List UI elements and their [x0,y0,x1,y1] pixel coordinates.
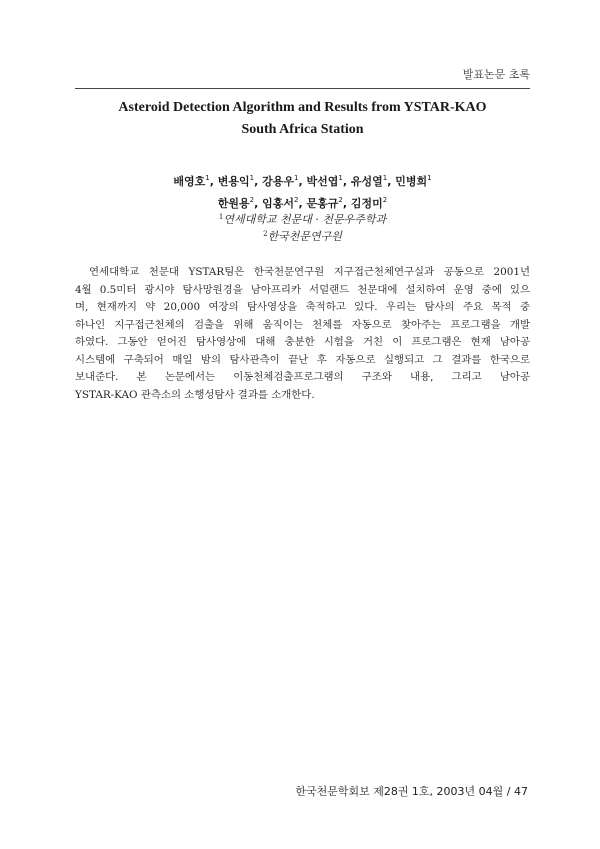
abstract-line: 연세대학교 천문대 YSTAR팀은 한국천문연구원 지구접근천체연구실과 공동으로 2001년 [89,266,530,278]
author-affiliation-mark: 1 [338,174,343,182]
author-name: 임홍서 [262,197,295,210]
author-name: 한원용 [217,197,250,210]
affiliation-1-text: 연세대학교 천문대 · 천문우주학과 [223,213,387,226]
author-name: 박선엽 [306,175,339,188]
author-name: 김정미 [350,197,383,210]
abstract-line: 며, 현재까지 약 20,000 여장의 탐사영상을 축적하고 있다. 우리는 탐사의 주요 목적 중 [75,301,530,313]
abstract-line: 4월 0.5미터 광시야 탐사망원경을 남아프리카 서덜랜드 천문대에 설치하여 운영 중에 있으 [75,283,530,296]
author-affiliation-mark: 1 [294,174,299,182]
author-name: 변용익 [217,175,250,188]
author-name: 강용우 [262,175,295,188]
affiliation-1 [75,211,530,228]
author-name: 배영호 [173,175,206,188]
author-name: 문홍규 [306,197,339,210]
abstract-line: YSTAR-KAO 관측소의 소행성탐사 결과를 소개한다. [75,388,315,401]
page-footer: 한국천문학회보 제28권 1호, 2003년 04월 / 47 [295,785,528,798]
affiliation-2-mark: 2 [263,230,268,238]
abstract [75,264,530,404]
abstract-line: 하나인 지구접근천체의 검출을 위해 움직이는 천체를 자동으로 찾아주는 프로그램을 개발 [75,318,530,331]
header-divider [75,88,530,89]
author-affiliation-mark: 1 [382,174,388,182]
author-affiliation-mark: 2 [382,196,388,204]
abstract-line: 시스템에 구축되어 매일 밤의 탐사관측이 끝난 후 자동으로 실행되고 그 결과를 한국으로 [75,353,530,366]
author-affiliation-mark: 2 [294,196,299,204]
affiliation-1-mark: 1 [218,213,224,221]
author-affiliation-mark: 1 [249,174,255,182]
author-list [75,171,530,215]
paper-title [75,97,530,141]
author-line-2: 한원용$^2$, 임홍서$^2$, 문홍규$^2$, 김정미$^2$ [217,196,388,210]
affiliations [75,211,530,245]
section-label: 발표논문 초록 [462,68,530,81]
author-name: 민병희 [395,175,428,188]
title-line-2: South Africa Station [241,122,364,137]
abstract-line: 하였다. 그동안 얻어진 탐사영상에 대해 충분한 시험을 거친 이 프로그램은 현재 남아공 [75,336,530,348]
author-affiliation-mark: 2 [338,196,343,204]
author-name: 유성열 [350,175,383,188]
affiliation-2-text: 한국천문연구원 [267,230,342,243]
author-line-1: 배영호$^1$, 변용익$^1$, 강용우$^1$, 박선엽$^1$, 유성열$^1$, 민병희$^1$ [173,174,432,188]
abstract-line: 보내준다. 본 논문에서는 이동천체검출프로그램의 구조와 내용, 그리고 남아공 [75,371,530,383]
author-affiliation-mark: 1 [205,174,210,182]
author-affiliation-mark: 1 [427,174,432,182]
author-affiliation-mark: 2 [249,196,255,204]
title-line-1: Asteroid Detection Algorithm and Results from YSTAR-KAO [118,100,487,115]
affiliation-2 [75,228,530,245]
